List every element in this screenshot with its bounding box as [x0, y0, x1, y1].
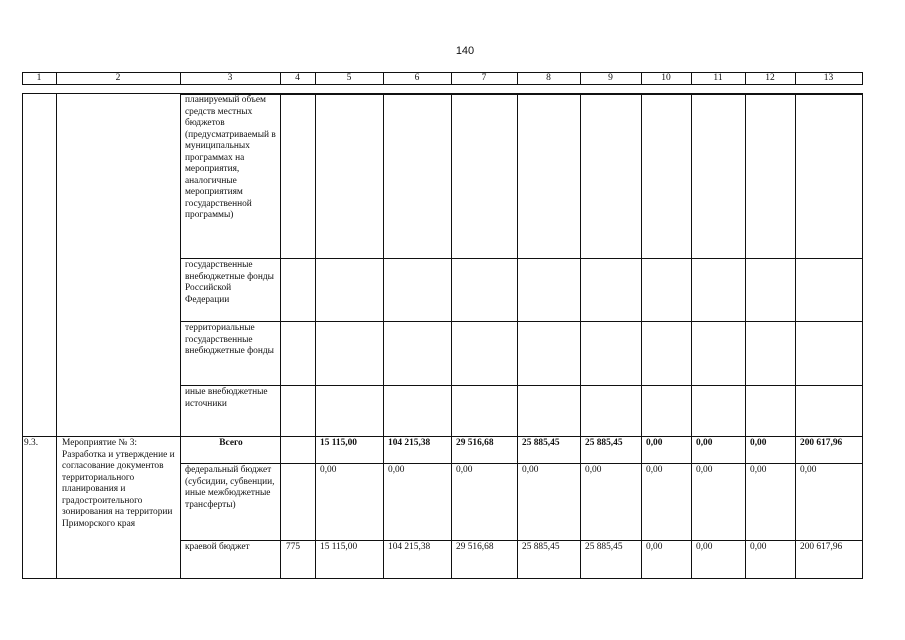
column-number: 12 — [765, 73, 775, 83]
table-column-rule — [451, 93, 452, 578]
amount-cell: 15 115,00 — [320, 438, 357, 448]
column-number: 10 — [661, 73, 671, 83]
table-column-rule — [691, 93, 692, 578]
amount-cell: 15 115,00 — [320, 542, 358, 552]
amount-cell: 104 215,38 — [388, 438, 431, 448]
table-row-rule — [180, 463, 863, 464]
column-number: 9 — [608, 73, 613, 83]
table-column-rule — [795, 93, 796, 578]
column-number: 1 — [36, 73, 42, 83]
amount-cell: 25 885,45 — [585, 438, 623, 448]
table-column-rule — [517, 93, 518, 578]
amount-cell: 0,00 — [750, 438, 767, 448]
funding-source: Всего — [219, 438, 243, 448]
amount-cell: 0,00 — [646, 438, 663, 448]
amount-cell: 0,00 — [696, 465, 713, 475]
column-number: 5 — [346, 73, 352, 83]
amount-cell: 104 215,38 — [388, 542, 431, 552]
header-column-rule — [862, 72, 863, 85]
column-number: 11 — [713, 73, 723, 83]
amount-cell: 0,00 — [456, 465, 473, 475]
amount-cell: 0,00 — [800, 465, 817, 475]
page-number: 140 — [455, 45, 475, 57]
funding-source: государственные внебюджетные фонды Российской Федерации — [185, 260, 274, 305]
table-column-rule — [862, 93, 863, 578]
amount-cell: 0,00 — [646, 465, 663, 475]
table-row-rule — [22, 436, 863, 437]
amount-cell: 29 516,68 — [456, 542, 494, 552]
funding-source: планируемый объем средств местных бюджетов (предусматриваемый в муниципальных программах на мероприятия, аналогичные мероприятиям государственной программы) — [185, 95, 276, 220]
budget-code: 775 — [286, 542, 301, 552]
table-column-rule — [580, 93, 581, 578]
amount-cell: 29 516,68 — [456, 438, 494, 448]
amount-cell: 200 617,96 — [800, 542, 843, 552]
table-column-rule — [56, 93, 57, 578]
table-row-rule — [180, 321, 863, 322]
table-row-rule — [180, 258, 863, 259]
table-column-rule — [383, 93, 384, 578]
amount-cell: 0,00 — [522, 465, 539, 475]
table-column-rule — [280, 93, 281, 578]
row-number: 9.3. — [24, 438, 39, 448]
table-column-rule — [315, 93, 316, 578]
table-column-rule — [22, 93, 23, 578]
funding-source: федеральный бюджет (субсидии, субвенции, иные межбюджетные трансферты) — [185, 465, 275, 510]
table-column-rule — [641, 93, 642, 578]
funding-source: иные внебюджетные источники — [185, 387, 268, 409]
amount-cell: 0,00 — [696, 438, 713, 448]
header-rule-bottom — [22, 84, 863, 85]
funding-source: территориальные государственные внебюджетные фонды — [185, 323, 274, 356]
table-row-rule — [22, 578, 863, 579]
amount-cell: 25 885,45 — [522, 542, 560, 552]
amount-cell: 200 617,96 — [800, 438, 843, 448]
table-column-rule — [745, 93, 746, 578]
amount-cell: 0,00 — [696, 542, 713, 552]
table-rule-top-inner — [180, 94, 863, 95]
column-number: 7 — [481, 73, 487, 83]
column-number: 6 — [414, 73, 420, 83]
table-column-rule — [180, 93, 181, 578]
amount-cell: 0,00 — [388, 465, 405, 475]
column-number: 2 — [115, 73, 121, 83]
table-row-rule — [180, 540, 863, 541]
amount-cell: 0,00 — [320, 465, 337, 475]
table-row-rule — [180, 385, 863, 386]
funding-source: краевой бюджет — [185, 542, 250, 552]
column-number: 3 — [227, 73, 233, 83]
amount-cell: 25 885,45 — [585, 542, 623, 552]
activity-name: Мероприятие № 3: Разработка и утверждение и согласование документов территориального планирования и градостроительного зонирования на территории Приморского края — [62, 438, 175, 529]
amount-cell: 25 885,45 — [522, 438, 560, 448]
amount-cell: 0,00 — [750, 465, 767, 475]
column-number: 4 — [295, 73, 300, 83]
column-number: 13 — [823, 73, 834, 83]
column-number: 8 — [546, 73, 551, 83]
amount-cell: 0,00 — [750, 542, 767, 552]
amount-cell: 0,00 — [585, 465, 602, 475]
amount-cell: 0,00 — [646, 542, 663, 552]
